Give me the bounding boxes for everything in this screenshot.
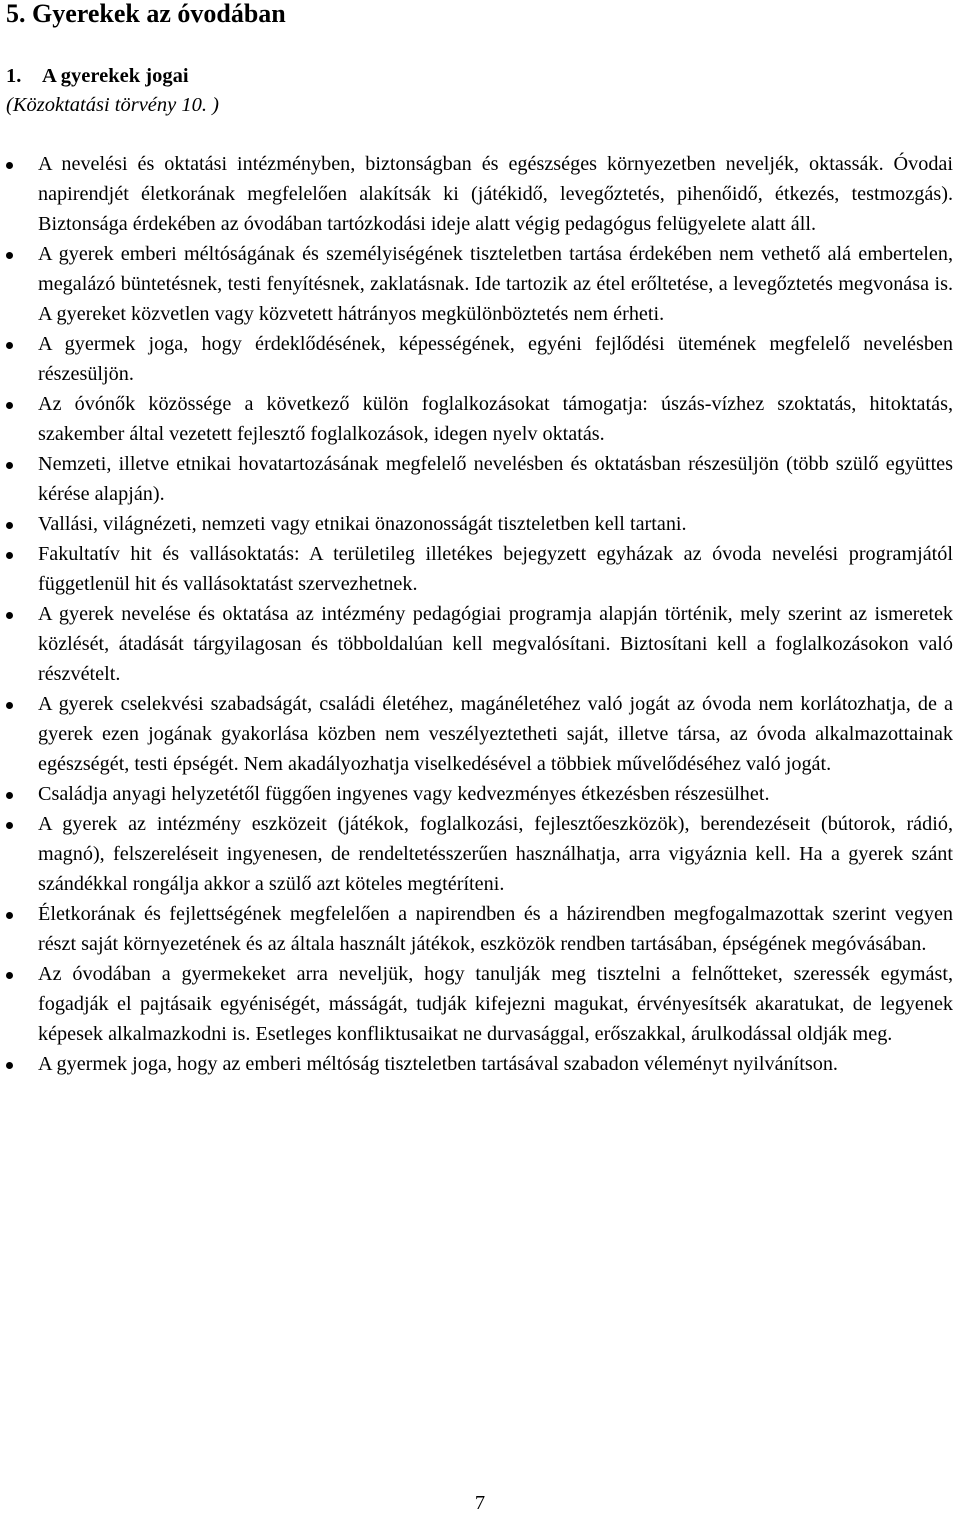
list-item-text: Az óvónők közössége a következő külön foglalkozásokat támogatja: úszás-vízhez szoktatás, hitoktatás, szakember által vezetett fejlesztő foglalkozások, idegen nyelv oktatás. <box>38 393 953 445</box>
bullet-icon <box>6 462 13 469</box>
list-item <box>0 689 960 779</box>
list-item-text: Fakultatív hit és vallásoktatás: A területileg illetékes bejegyzett egyházak az óvoda nevelési programjától függetlenül hit és vallásoktatást szervezhetnek. <box>38 543 953 595</box>
list-item <box>0 599 960 689</box>
bullet-icon <box>6 822 13 829</box>
chapter-title: 5. Gyerekek az óvodában <box>6 0 286 28</box>
list-item-text: A gyerek emberi méltóságának és személyiségének tiszteletben tartása érdekében nem vethető alá embertelen, megalázó büntetésnek, testi fenyítésnek, zaklatásnak. Ide tartozik az étel erőltetése, a levegőztetés megvonása is. A gyereket közvetlen vagy közvetett hátrányos megkülönböztetés nem érheti. <box>38 243 953 325</box>
bullet-icon <box>6 342 13 349</box>
list-item-text: A gyerek cselekvési szabadságát, családi életéhez, magánéletéhez való jogát az óvoda nem korlátozhatja, de a gyerek ezen jogának gyakorlása közben nem veszélyeztetheti saját, illetve társa, az óvoda alkalmazottainak egészségét, testi épségét. Nem akadályozhatja viselkedésével a többiek művelődéséhez való jogát. <box>38 693 953 775</box>
list-item-text: A gyerek nevelése és oktatása az intézmény pedagógiai programja alapján történik, mely szerint az ismeretek közlését, átadását tárgyilagosan és többoldalúan kell megvalósítani. Biztosítani kell a foglalkozásokon való részvételt. <box>38 603 953 685</box>
bullet-icon <box>6 612 13 619</box>
list-item-text: A gyerek az intézmény eszközeit (játékok, foglalkozási, fejlesztőeszközök), berendezéseit (bútorok, rádió, magnó), felszereléseit ingyenesen, de rendeltetésszerűen használhatja, arra vigyáznia kell. Ha a gyerek szánt szándékkal rongálja akkor a szülő azt köteles megtéríteni. <box>38 813 953 895</box>
list-item <box>0 809 960 899</box>
list-item-text: A gyermek joga, hogy érdeklődésének, képességének, egyéni fejlődési ütemének megfelelő nevelésben részesüljön. <box>38 333 953 385</box>
section-law-reference: (Közoktatási törvény 10. ) <box>6 94 219 116</box>
list-item-text: Az óvodában a gyermekeket arra neveljük, hogy tanulják meg tisztelni a felnőtteket, szeressék egymást, fogadják el pajtásaik egyéniségét, másságát, tudják kifejezni magukat, érvényesítsék akaratukat, de legyenek képesek alkalmazkodni is. Esetleges konfliktusaikat ne durvasággal, erőszakkal, árulkodással oldják meg. <box>38 963 953 1045</box>
section-title <box>6 62 189 90</box>
page-number: 7 <box>474 1492 486 1514</box>
list-item <box>0 1049 960 1079</box>
list-item-text: Vallási, világnézeti, nemzeti vagy etnikai önazonosságát tiszteletben kell tartani. <box>38 513 687 535</box>
list-item <box>0 239 960 329</box>
list-item-text: Családja anyagi helyzetétől függően ingyenes vagy kedvezményes étkezésben részesülhet. <box>38 783 770 805</box>
section-title-text: A gyerekek jogai <box>42 65 189 87</box>
list-item <box>0 329 960 389</box>
bullet-icon <box>6 402 13 409</box>
list-item <box>0 389 960 449</box>
list-item <box>0 539 960 599</box>
bullet-icon <box>6 912 13 919</box>
rights-list <box>0 149 960 1079</box>
bullet-icon <box>6 702 13 709</box>
bullet-icon <box>6 792 13 799</box>
list-item-text: A nevelési és oktatási intézményben, biztonságban és egészséges környezetben neveljék, oktassák. Óvodai napirendjét életkorának megfelelően alakítsák ki (játékidő, levegőztetés, pihenőidő, étkezés, testmozgás). Biztonsága érdekében az óvodában tartózkodási ideje alatt végig pedagógus felügyelete alatt áll. <box>38 153 953 235</box>
list-item <box>0 779 960 809</box>
bullet-icon <box>6 252 13 259</box>
list-item <box>0 959 960 1049</box>
list-item <box>0 509 960 539</box>
bullet-icon <box>6 162 13 169</box>
bullet-icon <box>6 1062 13 1069</box>
list-item <box>0 149 960 239</box>
list-item-text: A gyermek joga, hogy az emberi méltóság tiszteletben tartásával szabadon véleményt nyilvánítson. <box>38 1053 838 1075</box>
list-item-text: Nemzeti, illetve etnikai hovatartozásának megfelelő nevelésben és oktatásban részesüljön (több szülő együttes kérése alapján). <box>38 453 953 505</box>
section-number: 1. <box>6 65 22 87</box>
list-item <box>0 899 960 959</box>
bullet-icon <box>6 522 13 529</box>
list-item <box>0 449 960 509</box>
bullet-icon <box>6 972 13 979</box>
list-item-text: Életkorának és fejlettségének megfelelően a napirendben és a házirendben megfogalmazottak szerint vegyen részt saját környezetének és az általa használt játékok, eszközök rendben tartásában, épségének megóvásában. <box>38 903 953 955</box>
bullet-icon <box>6 552 13 559</box>
